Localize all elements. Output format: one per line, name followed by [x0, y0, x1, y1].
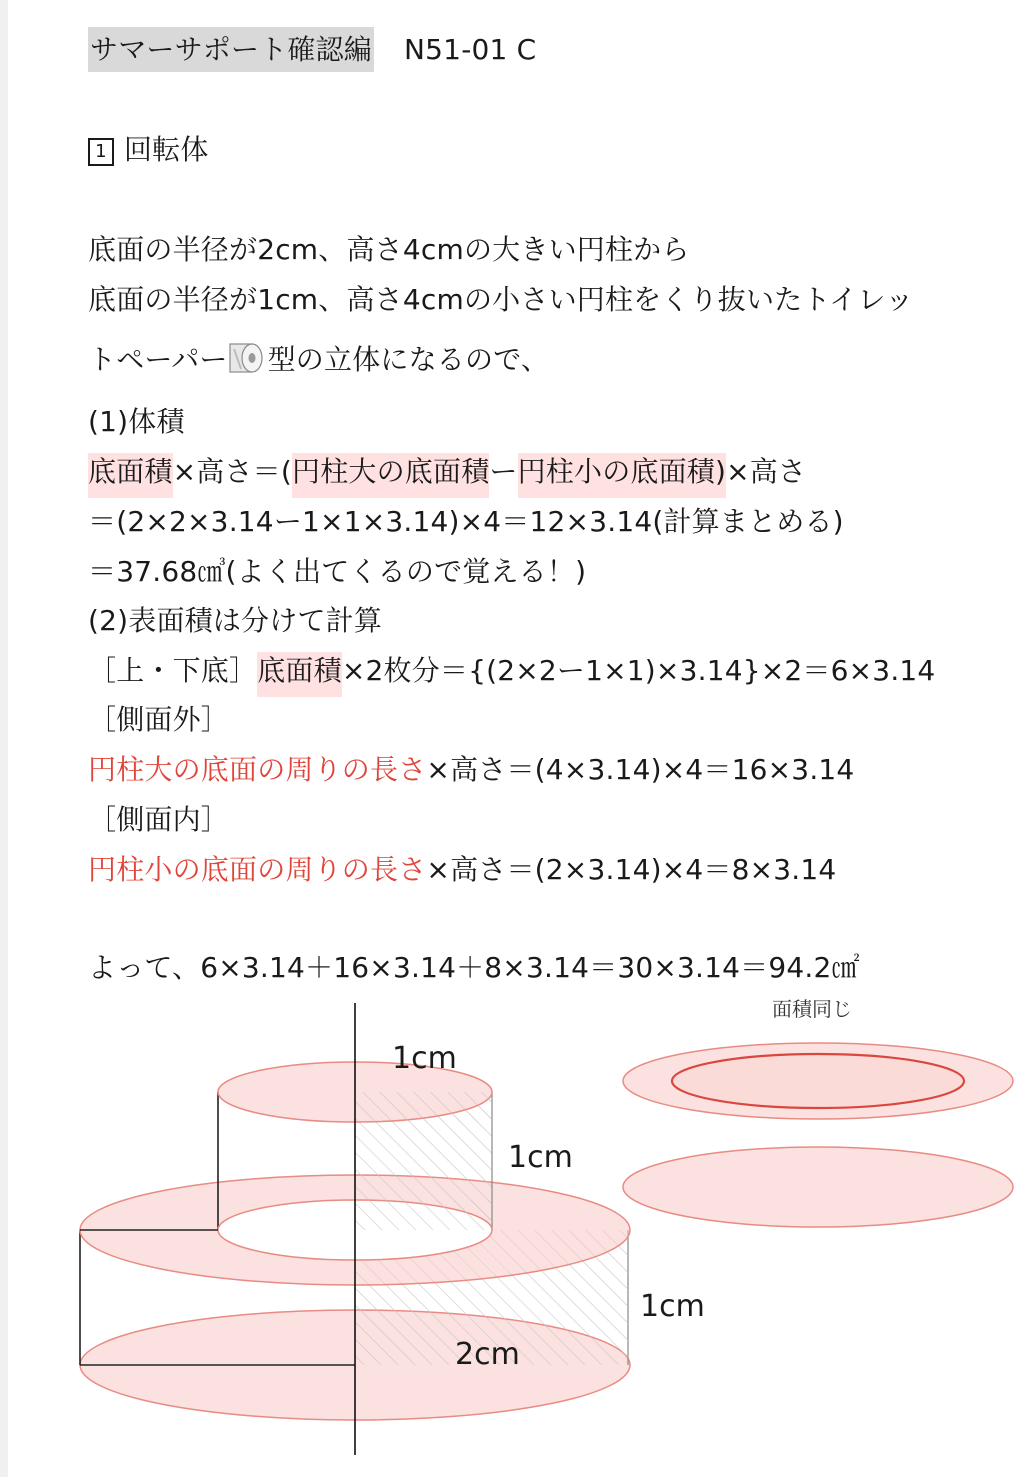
surface-inner-label: ［側面内］ [88, 803, 230, 836]
volume-text-b: ×高さ＝( [172, 455, 292, 488]
label-top-radius: 1cm [392, 1041, 457, 1076]
surface-outer-circumference: 円柱大の底面の周りの長さ [88, 753, 427, 786]
label-top-height: 1cm [508, 1140, 573, 1175]
volume-large-base: 円柱大の底面積 [292, 453, 489, 498]
surface-outer [88, 750, 854, 790]
section-title: 回転体 [124, 133, 209, 166]
surface-outer-label: ［側面外］ [88, 703, 230, 736]
volume-line-1 [88, 452, 806, 492]
intro-line-3 [88, 340, 549, 380]
section-heading [88, 130, 209, 170]
equal-area-note: 面積同じ [772, 997, 852, 1021]
intro-line-3b: 型の立体になるので、 [267, 343, 550, 376]
surface-inner-calc: ×高さ＝(2×3.14)×4＝8×3.14 [426, 853, 837, 886]
toilet-paper-icon [228, 341, 266, 375]
surface-outer-calc: ×高さ＝(4×3.14)×4＝16×3.14 [426, 753, 855, 786]
equal-area-ellipse [623, 1147, 1013, 1227]
intro-line-1: 底面の半径が2cm、高さ4cmの大きい円柱から [88, 233, 690, 266]
volume-heading: (1)体積 [88, 405, 185, 438]
intro-line-3a: トペーパー [88, 343, 228, 376]
volume-text-f: ×高さ [726, 455, 807, 488]
volume-base-area: 底面積 [88, 453, 173, 498]
surface-inner-circumference: 円柱小の底面の周りの長さ [88, 853, 427, 886]
label-bottom-radius: 2cm [455, 1337, 520, 1372]
conclusion: よって、6×3.14＋16×3.14＋8×3.14＝30×3.14＝94.2㎠ [88, 951, 860, 984]
volume-small-base: 円柱小の底面積) [518, 453, 727, 498]
surface-heading: (2)表面積は分けて計算 [88, 604, 383, 637]
section-number: 1 [95, 141, 107, 162]
intro-line-2: 底面の半径が1cm、高さ4cmの小さい円柱をくり抜いたトイレッ [88, 283, 914, 316]
hole-hatch [355, 1200, 492, 1230]
volume-line-3: ＝37.68㎤(よく出てくるので覚える！) [88, 555, 587, 588]
volume-line-2: ＝(2×2×3.14ー1×1×3.14)×4＝12×3.14(計算まとめる) [88, 505, 844, 538]
doc-code: N51-01 C [404, 33, 537, 66]
surface-base-area: 底面積 [257, 652, 342, 697]
volume-minus: ー [489, 455, 518, 488]
top-ellipse-hatch [355, 1092, 492, 1122]
label-bottom-height: 1cm [640, 1289, 705, 1324]
surface-top-bottom-label: ［上・下底］ [88, 654, 258, 687]
section-number-box [88, 138, 114, 166]
surface-inner [88, 850, 836, 890]
ring-inner-ellipse [672, 1054, 964, 1108]
surface-top-bottom-calc: ×2枚分＝{(2×2ー1×1)×3.14}×2＝6×3.14 [341, 654, 936, 687]
header [88, 30, 536, 70]
doc-title: サマーサポート確認編 [88, 27, 374, 72]
solid-diagram [0, 990, 1017, 1477]
surface-top-bottom [88, 651, 935, 691]
